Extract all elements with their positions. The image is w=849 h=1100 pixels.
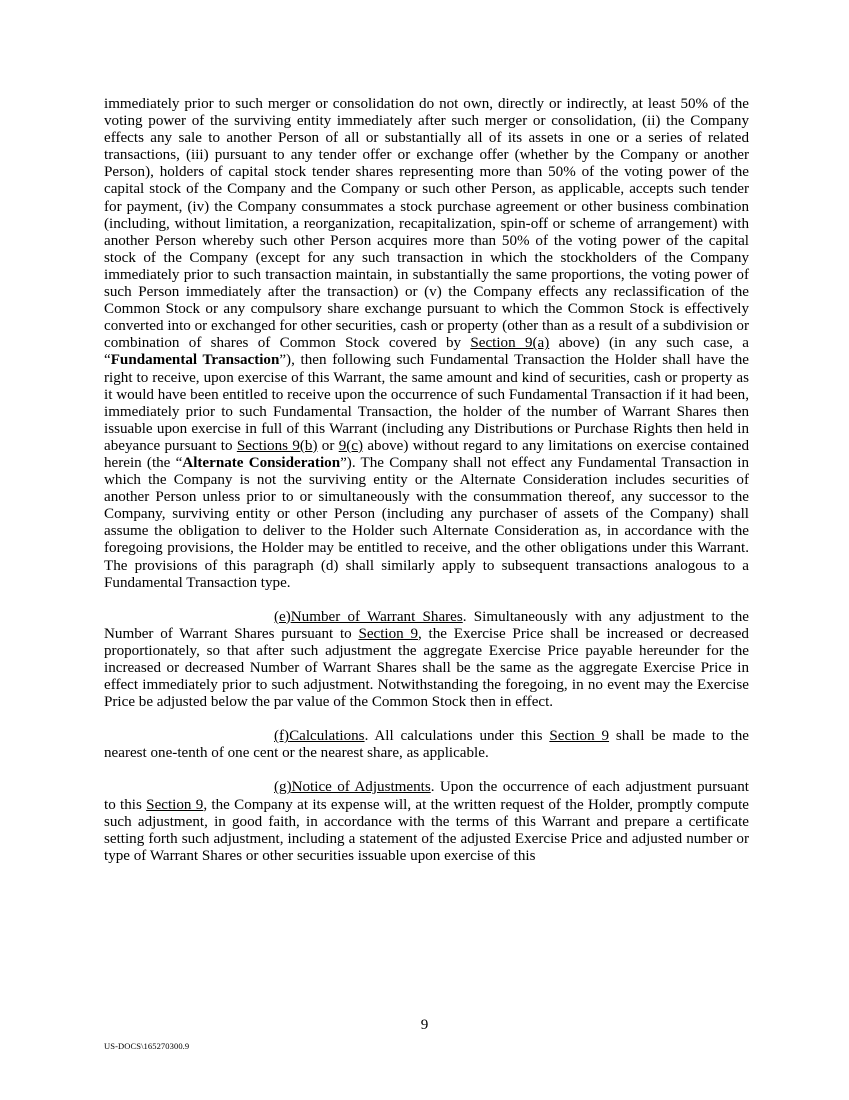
defined-term: Fundamental Transaction bbox=[110, 352, 280, 369]
text-segment: immediately prior to such merger or consolidation do not own, directly or indirectly, at least 50% of the voting power of the surviving entity immediately after such merger or consolidation, (ii) the Company effects any sale to another Person of all or substantially all of its assets in one or a series of related transactions, (iii) pursuant to any tender offer or exchange offer (whether by the Company or another Person), holders of capital stock tender shares representing more than 50% of the voting power of the capital stock of the Company and the Company or such other Person, as applicable, accepts such tender for payment, (iv) the Company consummates a stock purchase agreement or other business combination (including, without limitation, a reorganization, recapitalization, spin-off or scheme of arrangement) with another Person whereby such other Person acquires more than 50% of the voting power of the capital stock of the Company (except for any such transaction in which the stockholders of the Company immediately prior to such transaction maintain, in substantially the same proportions, the voting power of such Person immediately after the transaction) or (v) the Company effects any reclassification of the Common Stock or any compulsory share exchange pursuant to which the Common Stock is effectively converted into or exchanged for other securities, cash or property (other than as a result of a subdivision or combination of shares of Common Stock covered by bbox=[104, 96, 749, 352]
paragraph-notice-of-adjustments bbox=[104, 779, 749, 864]
text-segment: above) (in any such case, a “ bbox=[104, 335, 749, 369]
page-number: 9 bbox=[420, 1017, 429, 1033]
text-segment: . Upon the occurrence of each adjustment pursuant to this bbox=[104, 779, 749, 813]
subsection-heading: Notice of Adjustments bbox=[291, 779, 431, 796]
text-segment: , the Company at its expense will, at the written request of the Holder, promptly compute such adjustment, in good faith, in accordance with the terms of this Warrant and prepare a certificate setting forth such adjustment, including a statement of the adjusted Exercise Price and adjusted number or type of Warrant Shares or other securities issuable upon exercise of this bbox=[104, 796, 749, 864]
subsection-label: (g) bbox=[274, 779, 292, 796]
subsection-label: (f) bbox=[274, 728, 290, 745]
section-reference: Section 9 bbox=[146, 796, 204, 813]
paragraph-number-of-warrant-shares bbox=[104, 609, 749, 712]
paragraph-calculations bbox=[104, 728, 749, 762]
section-reference: 9(c) bbox=[338, 437, 364, 454]
subsection-label: (e) bbox=[274, 608, 291, 625]
section-reference: Section 9(a) bbox=[470, 335, 550, 352]
text-segment: above) without regard to any limitations on exercise contained herein (the “ bbox=[104, 437, 749, 471]
text-segment: or bbox=[317, 437, 339, 454]
defined-term: Alternate Consideration bbox=[182, 454, 341, 471]
document-page bbox=[104, 96, 749, 865]
text-segment: . All calculations under this bbox=[364, 728, 550, 745]
text-segment: ”), then following such Fundamental Transaction the Holder shall have the right to receive, upon exercise of this Warrant, the same amount and kind of securities, cash or property as it would have been entitled to receive upon the occurrence of such Fundamental Transaction if it had been, immediately prior to such Fundamental Transaction, the holder of the number of Warrant Shares then issuable upon exercise in full of this Warrant (including any Distributions or Purchase Rights then held in abeyance pursuant to bbox=[104, 352, 749, 454]
text-segment: , the Exercise Price shall be increased or decreased proportionately, so that after such adjustment the aggregate Exercise Price payable hereunder for the increased or decreased Number of Warrant Shares shall be the same as the aggregate Exercise Price in effect immediately prior to such adjustment. Notwithstanding the foregoing, in no event may the Exercise Price be adjusted below the par value of the Common Stock then in effect. bbox=[104, 625, 749, 711]
section-reference: Sections 9(b) bbox=[236, 437, 318, 454]
document-id: US-DOCS\165270300.9 bbox=[104, 1041, 190, 1051]
text-segment: ”). The Company shall not effect any Fundamental Transaction in which the Company is not the surviving entity or the Alternate Consideration includes securities of another Person unless prior to or simultaneously with the consummation thereof, any successor to the Company, surviving entity or other Person (including any purchaser of assets of the Company) shall assume the obligation to deliver to the Holder such Alternate Consideration as, in accordance with the foregoing provisions, the Holder may be entitled to receive, and the other obligations under this Warrant. The provisions of this paragraph (d) shall similarly apply to subsequent transactions analogous to a Fundamental Transaction type. bbox=[104, 454, 749, 591]
section-reference: Section 9 bbox=[358, 625, 419, 642]
subsection-heading: Calculations bbox=[289, 728, 365, 745]
text-segment: shall be made to the nearest one-tenth of one cent or the nearest share, as applicable. bbox=[104, 728, 749, 762]
section-reference: Section 9 bbox=[549, 728, 610, 745]
text-segment: . Simultaneously with any adjustment to the Number of Warrant Shares pursuant to bbox=[104, 608, 749, 642]
paragraph-fundamental-transaction bbox=[104, 96, 749, 592]
subsection-heading: Number of Warrant Shares bbox=[290, 608, 463, 625]
